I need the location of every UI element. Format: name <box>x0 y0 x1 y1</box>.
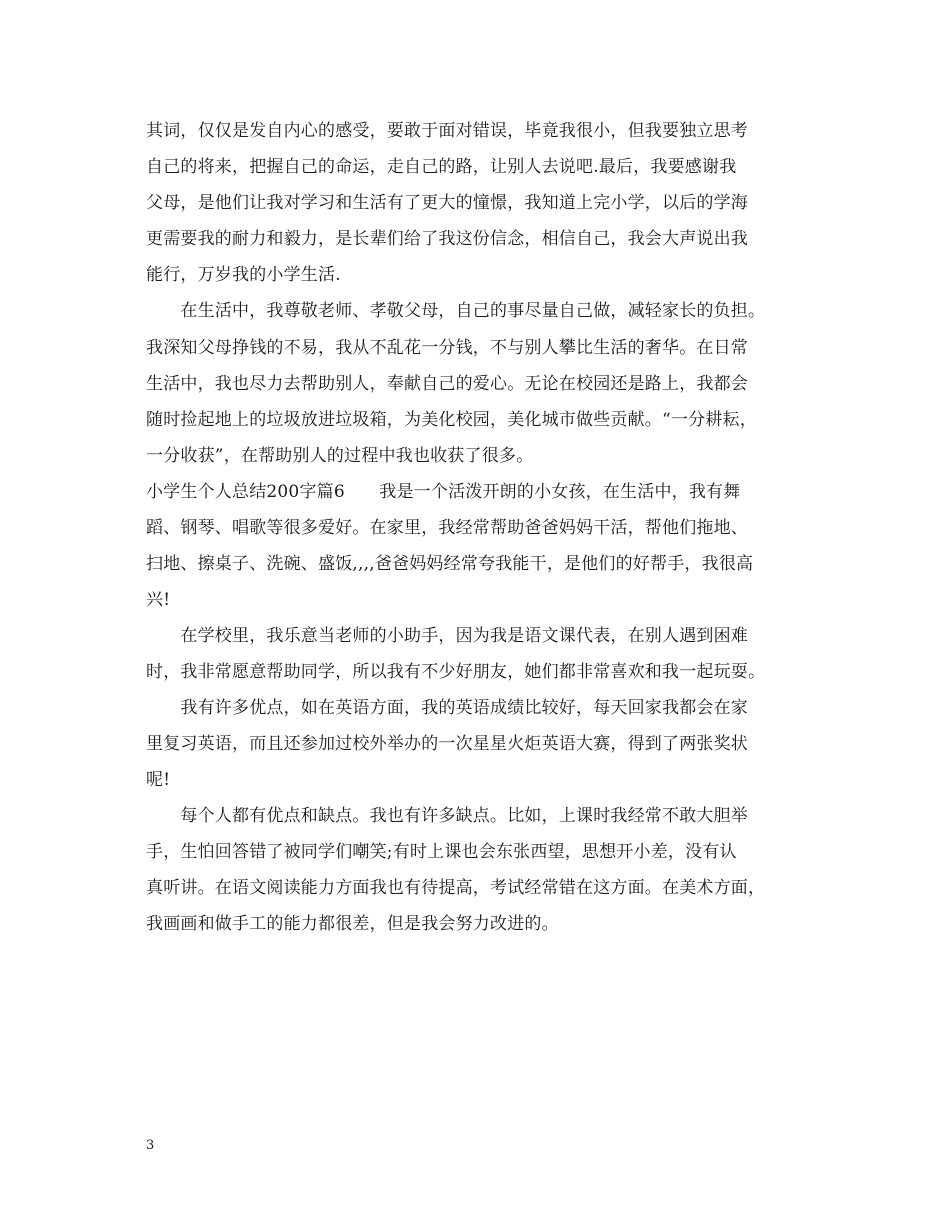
text-line: 里复习英语，而且还参加过校外举办的一次星星火炬英语大赛，得到了两张奖状 <box>146 734 748 754</box>
text-line: 其词，仅仅是发自内心的感受，要敢于面对错误，毕竟我很小，但我要独立思考 <box>146 121 748 141</box>
text-line: 真听讲。在语文阅读能力方面我也有待提高，考试经常错在这方面。在美术方面， <box>146 878 766 898</box>
text-line: 兴! <box>146 590 171 610</box>
text-line: 手，生怕回答错了被同学们嘲笑;有时上课也会东张西望，思想开小差，没有认 <box>146 842 737 862</box>
text-line: 能行，万岁我的小学生活. <box>146 265 341 285</box>
text-line: 每个人都有优点和缺点。我也有许多缺点。比如，上课时我经常不敢大胆举 <box>146 806 748 826</box>
text-line: 我画画和做手工的能力都很差，但是我会努力改进的。 <box>146 914 559 934</box>
text-line: 在学校里，我乐意当老师的小助手，因为我是语文课代表，在别人遇到困难 <box>146 626 748 646</box>
text-line: 时，我非常愿意帮助同学，所以我有不少好朋友，她们都非常喜欢和我一起玩耍。 <box>146 662 766 682</box>
text-line: 我有许多优点，如在英语方面，我的英语成绩比较好，每天回家我都会在家 <box>146 698 748 718</box>
text-line: 呢! <box>146 770 171 790</box>
page-number: 3 <box>146 1138 155 1153</box>
text-line: 更需要我的耐力和毅力，是长辈们给了我这份信念，相信自己，我会大声说出我 <box>146 229 748 249</box>
text-line: 蹈、钢琴、唱歌等很多爱好。在家里，我经常帮助爸爸妈妈干活，帮他们拖地、 <box>146 518 748 538</box>
text-line: 一分收获”，在帮助别人的过程中我也收获了很多。 <box>146 446 534 466</box>
text-line: 扫地、擦桌子、洗碗、盛饭,,,,爸爸妈妈经常夸我能干，是他们的好帮手，我很高 <box>146 554 754 574</box>
section-heading-line: 小学生个人总结200字篇6 我是一个活泼开朗的小女孩，在生活中，我有舞 <box>146 482 741 502</box>
text-line: 自己的将来，把握自己的命运，走自己的路，让别人去说吧.最后，我要感谢我 <box>146 157 737 177</box>
text-line: 父母，是他们让我对学习和生活有了更大的憧憬，我知道上完小学，以后的学海 <box>146 193 748 213</box>
text-line: 我深知父母挣钱的不易，我从不乱花一分钱，不与别人攀比生活的奢华。在日常 <box>146 338 748 358</box>
text-line: 在生活中，我尊敬老师、孝敬父母，自己的事尽量自己做，减轻家长的负担。 <box>146 301 766 321</box>
text-line: 生活中，我也尽力去帮助别人，奉献自己的爱心。无论在校园还是路上，我都会 <box>146 374 748 394</box>
text-line: 随时捡起地上的垃圾放进垃圾箱，为美化校园，美化城市做些贡献。“一分耕耘， <box>146 410 757 430</box>
